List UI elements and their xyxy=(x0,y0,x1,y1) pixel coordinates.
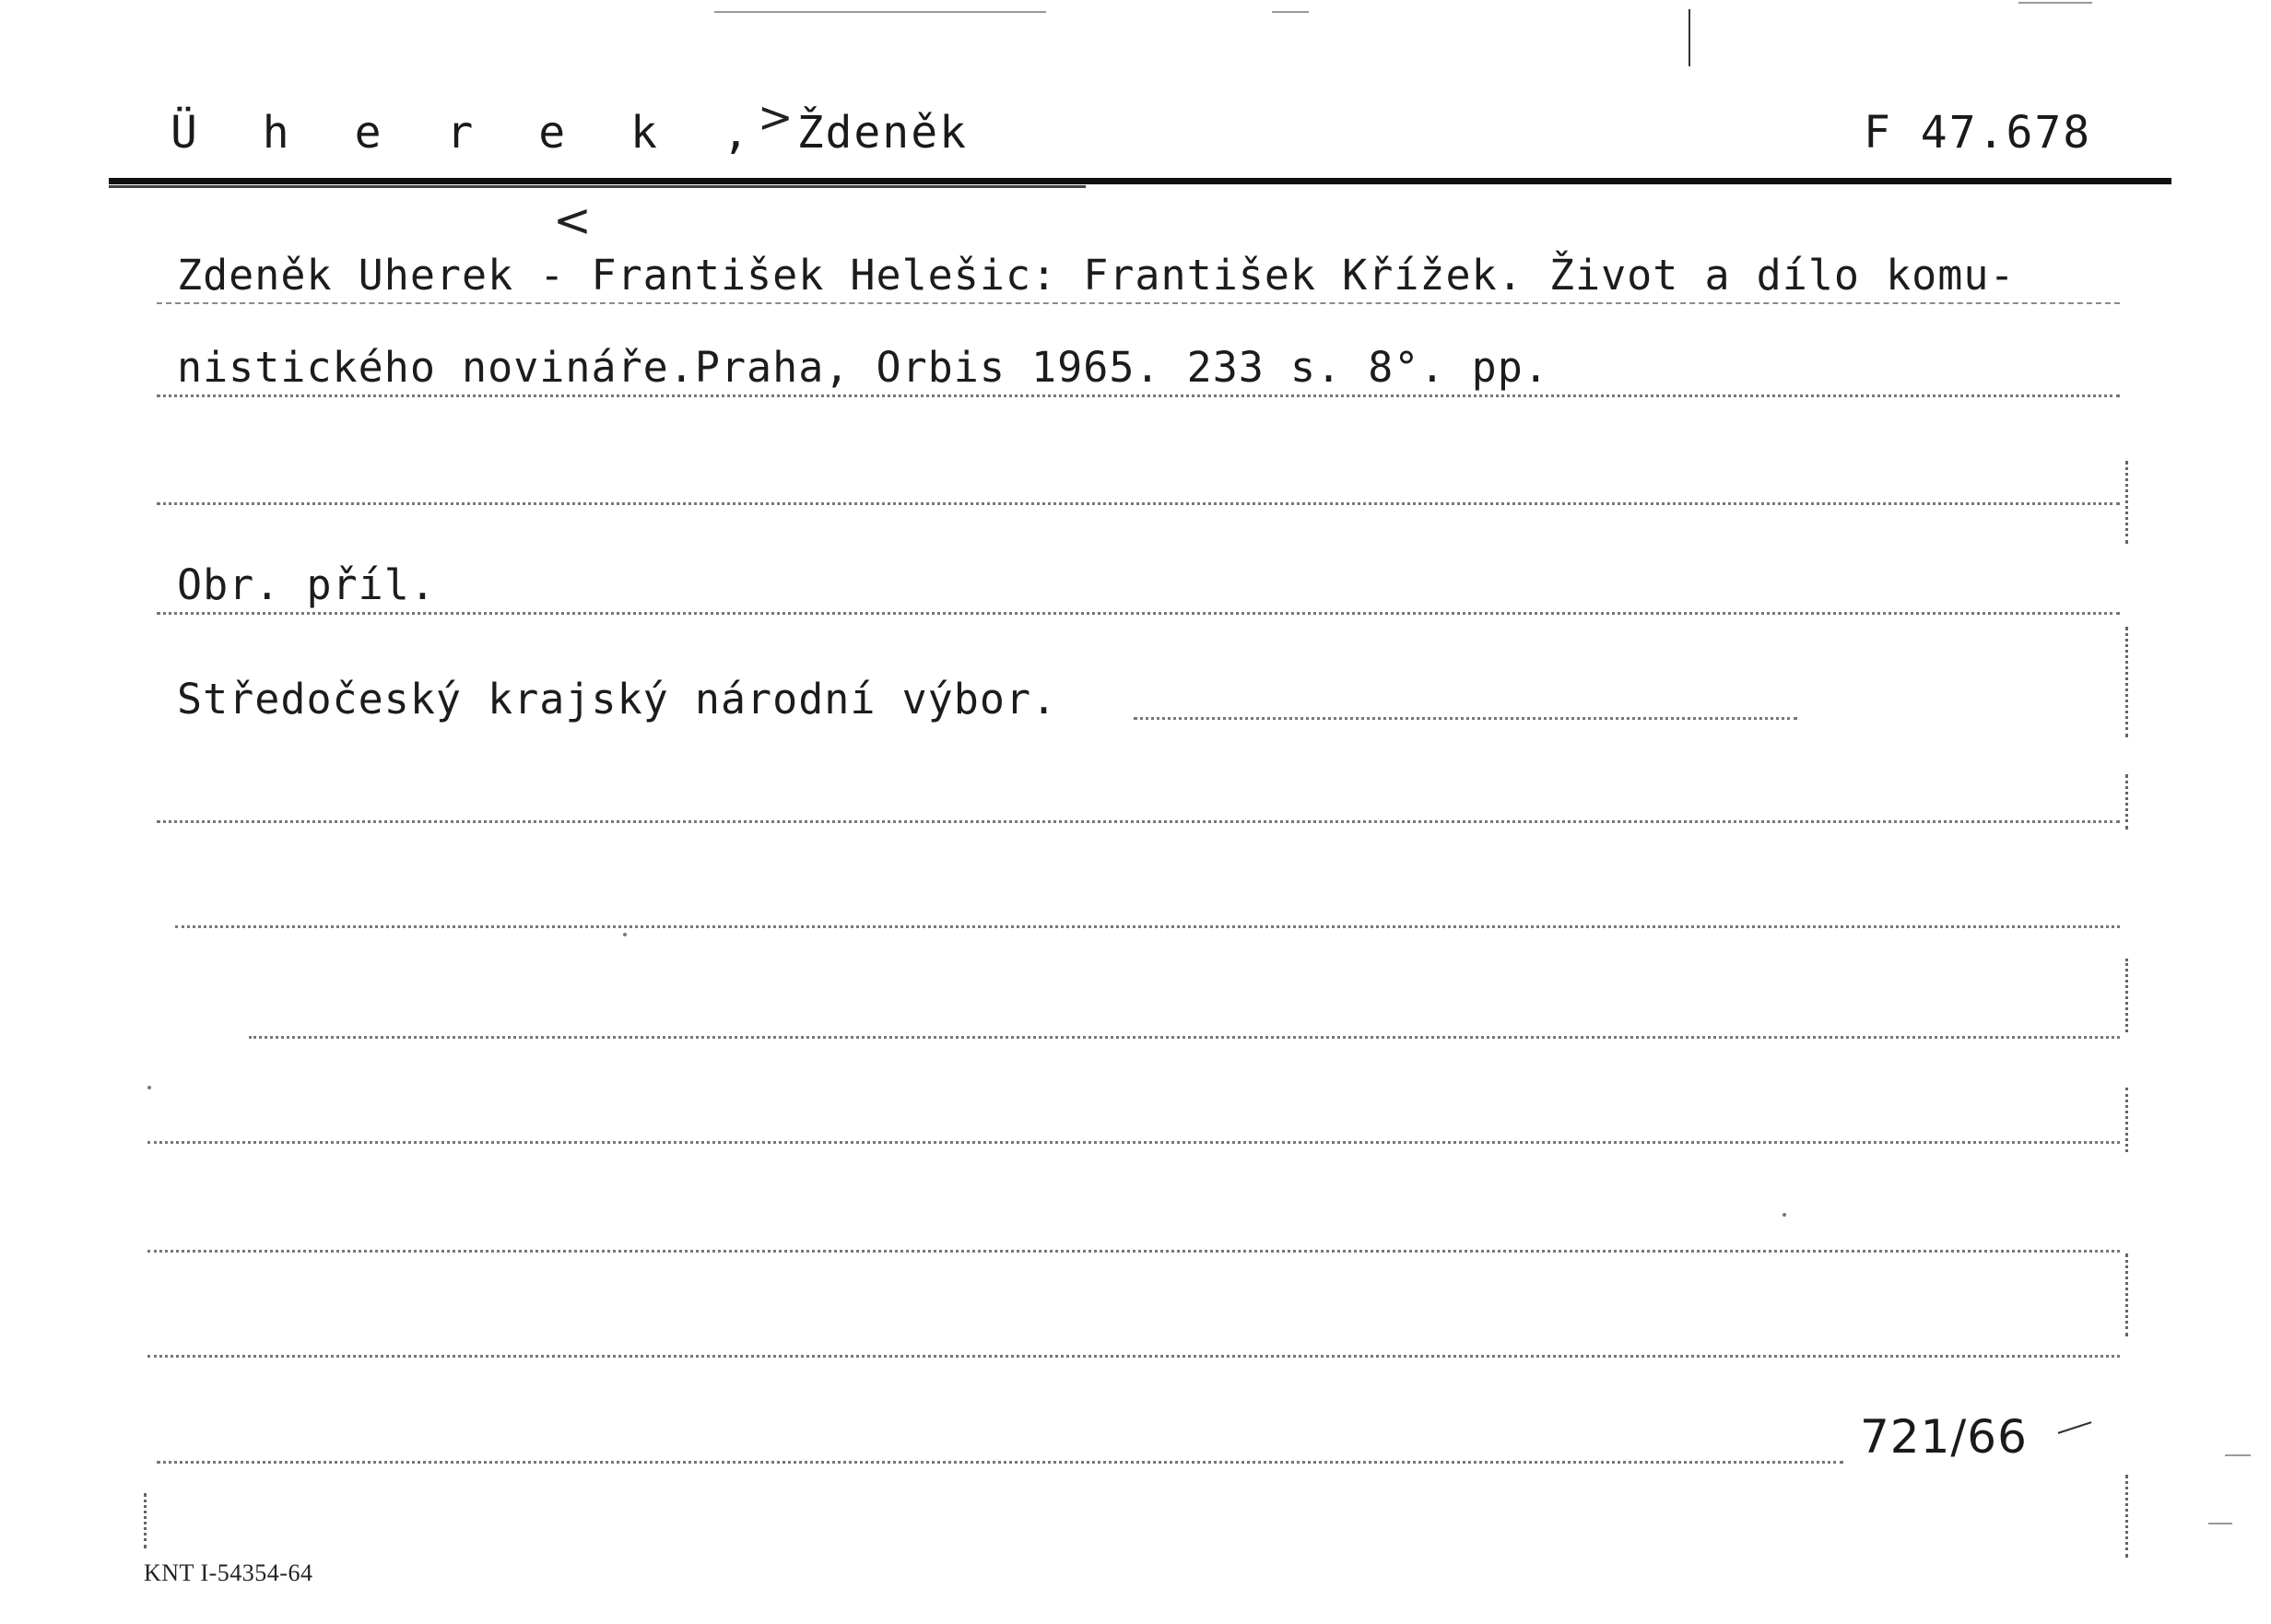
right-margin-perforation xyxy=(2125,1475,2128,1558)
ruled-line xyxy=(175,925,2120,928)
ruled-line xyxy=(147,1355,2120,1358)
ruled-line xyxy=(1134,717,1797,720)
shelfmark: F 47.678 xyxy=(1864,107,2092,159)
entry-line-3: Obr. příl. xyxy=(177,560,436,609)
ruled-line xyxy=(249,1036,2120,1039)
left-margin-perforation xyxy=(144,1493,147,1548)
heading-surname: Ü h e r e k , xyxy=(171,107,769,159)
top-edge-mark xyxy=(1272,11,1309,13)
speck xyxy=(1783,1213,1786,1217)
right-margin-perforation xyxy=(2125,1253,2128,1336)
ruled-line xyxy=(157,612,2120,615)
accession-number: 721/66 xyxy=(1860,1410,2028,1464)
ruled-line xyxy=(147,1250,2120,1253)
right-margin-perforation xyxy=(2125,774,2128,830)
right-margin-perforation xyxy=(2125,1088,2128,1152)
ruled-line xyxy=(157,502,2120,505)
card-print-code: KNT I-54354-64 xyxy=(144,1559,313,1586)
pencil-dash xyxy=(2058,1421,2092,1434)
right-margin-perforation xyxy=(2125,627,2128,737)
heading-rule-shadow xyxy=(109,185,1086,188)
ruled-line xyxy=(157,394,2120,397)
edge-mark xyxy=(2225,1454,2251,1456)
heading-author xyxy=(171,107,968,159)
top-edge-mark xyxy=(714,11,1046,13)
right-margin-perforation xyxy=(2125,959,2128,1032)
speck xyxy=(623,933,627,936)
speck xyxy=(147,1086,151,1089)
pencil-lt-mark: < xyxy=(553,194,592,247)
heading-given-name: Ždeněk xyxy=(796,107,968,159)
ruled-line xyxy=(157,1461,1843,1464)
right-margin-perforation xyxy=(2125,461,2128,544)
entry-line-2: nistického novináře.Praha, Orbis 1965. 233 s. 8°. pp. xyxy=(177,343,1549,392)
edge-mark xyxy=(2208,1523,2232,1524)
entry-line-4: Středočeský krajský národní výbor. xyxy=(177,675,1058,724)
pencil-stroke xyxy=(1689,9,1690,66)
entry-line-1: Zdeněk Uherek - František Helešic: František Křížek. Život a dílo komu- xyxy=(177,251,2016,300)
top-edge-mark xyxy=(2018,2,2092,4)
heading-rule xyxy=(109,178,2171,184)
ruled-line xyxy=(157,820,2120,823)
pencil-gt-mark: > xyxy=(758,92,794,142)
ruled-line xyxy=(147,1141,2120,1144)
ruled-line xyxy=(157,302,2120,304)
